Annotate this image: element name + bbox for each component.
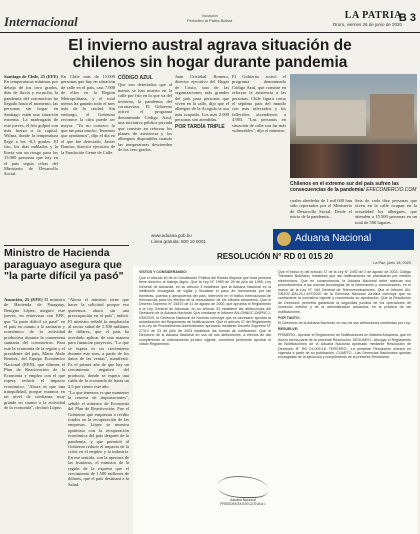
story1-dateline: Santiago de Chile, 25 (EFE) [4, 74, 58, 79]
story1-col5-text: El Gobierno activó el programa denominado Código Azul, que consiste en reforzar la asistencia a las personas. Chile figura como el séptimo país del mundo con más infectados y los fallecidos ascendieron a 4.903. "Las personas en situación de calle son las más vulnerables", dijo el ministro. [232, 74, 286, 134]
photo-building [296, 100, 366, 136]
news-photo [290, 74, 417, 178]
story2-column-1 [4, 297, 65, 534]
story1-tail-col1-text: cuales alrededor de 1 mil 600 han sido reportados por el Ministerio de Desarrollo Social, Desde el inicio de la pandemia... [290, 198, 352, 220]
notice-website: www.aduana.gob.bo [151, 233, 192, 238]
story1-tail-column-2 [355, 198, 417, 226]
main-headline-line-2: chilenos sin hogar durante pandemia [72, 54, 348, 71]
newspaper-slogan [187, 13, 232, 23]
story1-subhead-por-tardia: POR TARDÍA TRIPLE [175, 123, 225, 130]
notice-phone: Línea gratuita: 800 10 6001 [151, 239, 207, 244]
signature-block [208, 468, 278, 508]
resolution-date: La Paz, junio 18, 2020 [373, 261, 411, 265]
photo-people [290, 144, 417, 178]
story2-col3-text: "Lo que tenemos es que mantener la reserva de importaciones", señaló el ministro de Economía del Plan de Reactivación. Fue el Gobierno que empiezan a recibir fondos en la recuperación de las empresas. López se muestra optimista con la recuperación económica del país después de la pandemia, y que permitió al Gobierno reducir el impacto de la crisis en el empleo y la industria. En ese sentido, con la apertura de las fronteras, el ministro de la región de la expresa que el crecimiento de 1.500 millones de dólares, que el país destinará a la Salud. [68, 389, 129, 487]
story1-tail-col2-text: Seis de cada diez personas que viven en la calle ocupan en la actualidad los albergues, que atienden a 15.500 personas en un total de 500 lugares. [355, 198, 417, 225]
notice-heading-resuelve: RESUELVE: [278, 327, 299, 332]
photo-house [370, 94, 414, 138]
notice-heading-vistos: VISTOS Y CONSIDERANDO: [139, 270, 188, 274]
section-title: Internacional [4, 14, 78, 29]
signature-text [208, 498, 278, 506]
story1-column-2 [61, 74, 115, 242]
story1-column-5 [232, 74, 286, 224]
story1-column-1 [4, 74, 58, 242]
resolution-title: RESOLUCIÓN N° RD 01 015 20 [216, 252, 334, 261]
issue-date: Oruro, viernes 26 de junio de 2020 [332, 22, 402, 27]
customs-banner [273, 229, 414, 250]
signature-name: Aduana Nacional [230, 498, 256, 502]
signature-role: PRESIDENTA EJECUTIVA a.i. [220, 502, 266, 506]
notice-header [133, 228, 417, 266]
story2-dateline: Asunción, 25 (EFE) [4, 297, 43, 302]
notice-col2-text: Que el inciso e) del artículo 37 de la Ley N° 2492 de 2 de agosto de 2003, Código Tributario Boliviano, establece que las notificaciones se practicarán por medios electrónicos. Que en consecuencia, la Aduana Nacional debe adecuar sus procedimientos a las nuevas tecnologías de la información y comunicación, en el marco de la Ley N° 164 General de Telecomunicaciones. Que el Informe AN-GNJGC-DALJC-I-497/2020 de la Gerencia Nacional Jurídica concluye que no contraviene la normativa vigente y recomienda su aprobación. Que la Resolución de Directorio permitirá garantizar la seguridad jurídica de los operadores de comercio exterior y de la administración aduanera, en la práctica de las notificaciones. [278, 270, 411, 314]
page-number: B 3 [398, 12, 416, 24]
customs-seal-icon [277, 232, 291, 246]
photo-caption [290, 181, 417, 193]
story1-col2-text: En Chile más de 15.000 personas que hay en situación de calle en el país, casi 7.000 de ellos en la Región Metropolitana, y el total menos ha ganado todo el mes más de la ciudad. Sin embargo, el Gobierno reconoce la cifra puede ser mayor. "Yo no conozco lo que me pasa mucho. Tenemos que ayudarnos", dijo el día en el que fue detectado, Javier Ramiro, director ejecutivo de la Fundación Gente de Calle. [61, 74, 115, 155]
notice-heading-por-tanto: POR TANTO: [278, 315, 301, 320]
photo-caption-text: Chilenos en el extremo sur del país sufren las consecuencias de la pandemia [290, 181, 399, 193]
notice-col1-text: Que el artículo 46 de la Constitución Política del Estado dispone que toda persona tiene derecho al trabajo digno. Que la Ley N° 1990 de 28 de julio de 1999, Ley General de Aduanas, en su artículo 3 establece que la Aduana Nacional es la institución encargada de vigilar y fiscalizar el paso de mercancías por las fronteras, puertos y aeropuertos del país, intervenir en el tráfico internacional de mercancías para los efectos de la recaudación de los tributos aduaneros. Que el Decreto Supremo N° 25870 de 11 de agosto de 2000, que aprueba el Reglamento a la Ley General de Aduanas, en su artículo 33 establece las atribuciones del Directorio de la Aduana Nacional. Que mediante el Informe AN-GNNGC-DNPNC-I-039/2020, la Gerencia Nacional de Normas concluye que es necesario aprobar la actualización del Reglamento de Notificaciones. Que el artículo 37 del Reglamento a la Ley de Procedimiento Administrativo aprobado mediante Decreto Supremo N° 27113 de 23 de julio de 2003 establece las formas de notificación. Que el Directorio de la Aduana Nacional en uso de sus atribuciones, a efectos de dar cumplimiento al ordenamiento jurídico vigente, considera pertinente aprobar el citado Reglamento. [139, 275, 271, 346]
notice-column-2 [278, 270, 411, 466]
main-headline-line-1: El invierno austral agrava situación de [68, 37, 352, 54]
story2-column-2 [68, 297, 129, 534]
story1-col3-text: Que son detectados que al menos se han muerto en la calle por frío en lo que va del invierno, la pandemia del coronavirus. El Gobierno activó el programa denominado Código Azul, una iniciativa pública privada que consiste en reforzar los planes de asistencia y los albergues disponibles cuando las temperaturas descienden de los cero grados. [118, 82, 172, 153]
second-headline: Ministro de Hacienda paraguayo asegura que "la parte difícil ya pasó" [4, 247, 124, 282]
story-divider [4, 245, 129, 246]
signature-icon [218, 476, 268, 498]
page-header [0, 0, 420, 33]
notice-col2c-text: PRIMERO.- Aprobar el Reglamento de Notificaciones en Materia Aduanera, que en Anexo forma parte de la presente Resolución. SEGUNDO.- Abrogar el Reglamento de Notificaciones de la Aduana Nacional aprobado mediante Resolución de Directorio N° RD 01-009-16. TERCERO.- La presente Resolución entrará en vigencia a partir de su publicación. CUARTO.- Las Gerencias Nacionales quedan encargadas de la ejecución y cumplimiento de la presente Resolución. [278, 333, 411, 360]
newspaper-name: LA PATRIA [344, 10, 402, 21]
story1-col1-text: En temperaturas mínimas por debajo de los cero grados, días de lluvia y escarcha, la pandemia del coronavirus ha llegado hasta el momento, las personas sin hogar en Santiago están una situación extrema. La madrugada de este jueves, el frío golpeó con más fuerza a la capital. Wilma, donde la temperatura llegó a los -0,3 grados. El frío, los días nublados y la lluvia son un riesgo para los 15.000 personas que hay en el país según cifras del Ministerio de Desarrollo Social. [4, 79, 58, 177]
story2-col2-text: "Ahora el ministro tiene que hacer la solicitud porque eso queremos ahora sin una preocupación en el país", indicó. El ministro señaló la ampliación al sector salud de 1.500 millones de dólares, que el país ha acordado aplicar de una manera para financiar proyectos. "Lo que se espera es un crecimiento durante este mes, a partir de los datos de las ventas", manifestó. Es el primer año de que hay un crecimiento negativo del producto, donde se espera una caída de la economía de hasta un 2,5 por ciento este año. [68, 297, 129, 389]
notice-col2b-text: El Directorio de la Aduana Nacional, en uso de sus atribuciones conferidas por Ley; [278, 321, 411, 326]
story1-column-4 [175, 74, 229, 224]
story1-subhead-codigo-azul: CÓDIGO AZUL [118, 75, 153, 81]
slogan-line-1: Vocación [201, 13, 218, 18]
slogan-line-2: Periódico la Patria Bolivia [187, 18, 233, 23]
photo-caption-source: / EFECOMERCIO.COM [363, 187, 417, 193]
main-headline [0, 37, 420, 71]
story1-tail-column-1 [290, 198, 352, 226]
story2-col1-text: El ministro de Hacienda de Paraguay, Benigno López, aseguró este jueves, en entrevista con EFE, que "la parte difícil ya pasó" en el país en cuanto a lo sanitario y económico de la actividad productiva durante la cuarentena sanitaria del coronavirus. Para este la economía de la región y el presidente del país, Mario Abdo Benítez, del Equipo Económico Nacional (EEN), que últimas el Plan de Reactivación de la Economía y empleo con el que espera reducir el impacto económico. "Ahora es que una tranquilidad, porque estamos en un nivel de confianza muy grande en cuanto a la actividad de la economía", declaró López. [4, 297, 65, 411]
customs-banner-title: Aduana Nacional [295, 233, 372, 244]
story1-col4-text: Juan Cristóbal Romero, director ejecutivo del Hogar de Cristo, una de las organizaciones más grandes del país para personas que viven en la calle, dijo que el albergue de la Acogida se usa más ocupado. Los más 2.000 personas son atendidas. [175, 74, 229, 123]
story1-column-3 [118, 74, 172, 224]
